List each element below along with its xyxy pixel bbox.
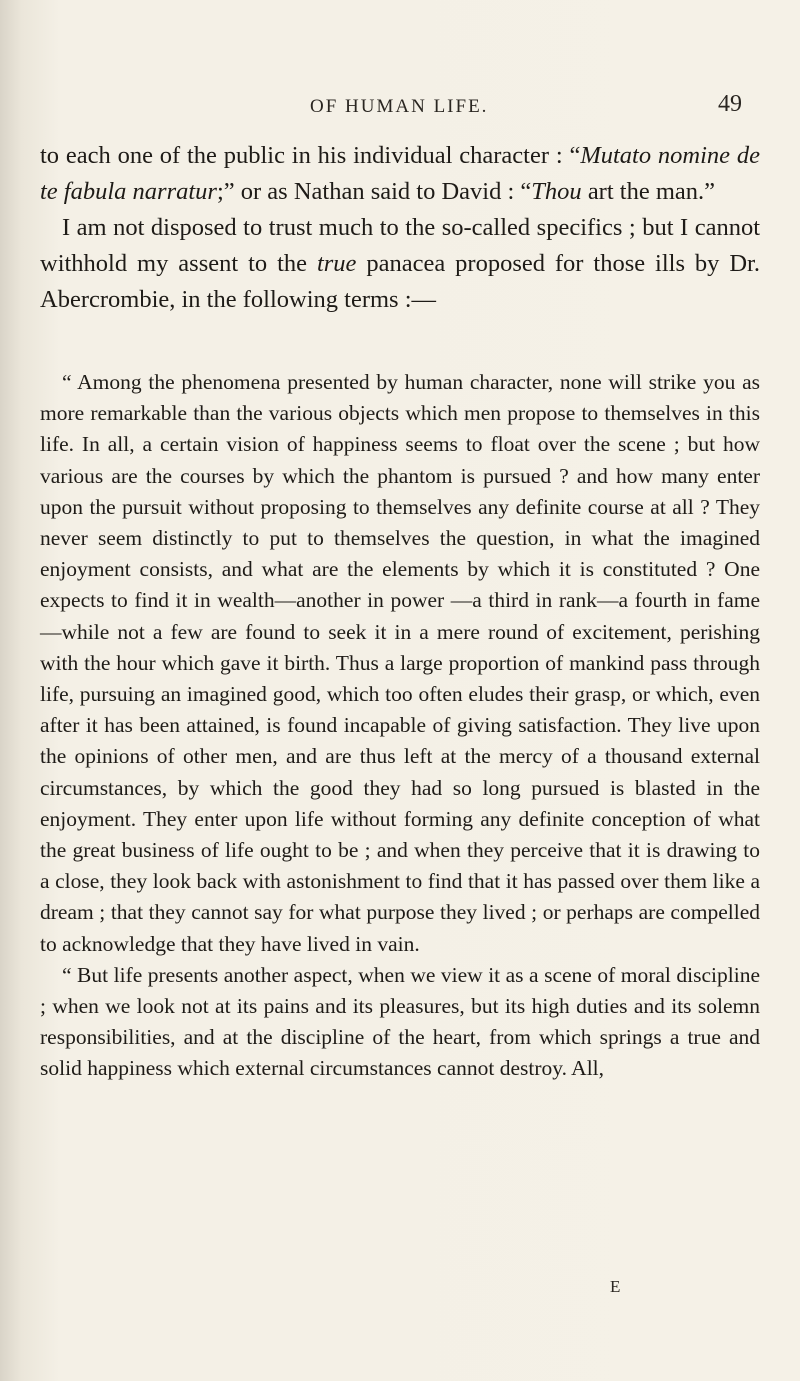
page-number: 49 [718, 91, 742, 117]
latin-quote: Mutato nomine de te fabula narratur [40, 142, 760, 205]
paragraph-1-mid: ;” or as Nathan said to David : “ [216, 178, 532, 205]
body-text [40, 138, 760, 318]
signature-mark: E [610, 1277, 621, 1296]
paragraph-1-start: to each one of the public in his individual character : “ [40, 142, 581, 169]
paragraph-2-start: I am not disposed to trust much to the so-called specifics ; but I cannot withhold my assent to the [40, 214, 760, 277]
paragraph-2 [40, 210, 760, 318]
running-head [0, 91, 800, 126]
paragraph-1 [40, 138, 760, 210]
quote-paragraph-1: “ Among the phenomena presented by human character, none will strike you as more remarkable than the various objects which men propose to themselves in this life. In all, a certain vision of happiness seems to float over the scene ; but how various are the courses by which the phantom is pursued ? and how many enter upon the pursuit without proposing to themselves any definite course at all ? They never seem distinctly to put to themselves the question, in what the imagined enjoyment consists, and what are the elements by which it is constituted ? One expects to find it in wealth—another in power —a third in rank—a fourth in fame—while not a few are found to seek it in a mere round of excitement, perishing with the hour which gave it birth. Thus a large proportion of mankind pass through life, pursuing an imagined good, which too often eludes their grasp, or which, even after it has been attained, is found incapable of giving satisfaction. They live upon the opinions of other men, and are thus left at the mercy of a thousand external circumstances, by which the good they had so long pursued is blasted in the enjoyment. They enter upon life without forming any definite conception of what the great business of life ought to be ; and when they perceive that it is drawing to a close, they look back with astonishment to find that it has passed over them like a dream ; that they cannot say for what purpose they lived ; or perhaps are compelled to acknowledge that they have lived in vain. [40, 370, 760, 956]
thou-word: Thou [531, 178, 582, 205]
quoted-passage [40, 367, 760, 1085]
quote-paragraph-2: “ But life presents another aspect, when we view it as a scene of moral discipline ; when we look not at its pains and its pleasures, but its high duties and its solemn responsibilities, and at the discipline of the heart, from which springs a true and solid happiness which external circumstances cannot destroy. All, [40, 962, 760, 1081]
paragraph-2-end: panacea proposed for those ills by Dr. Abercrombie, in the following terms :— [40, 250, 760, 313]
true-word: true [316, 250, 357, 277]
paragraph-1-end: art the man.” [581, 178, 716, 205]
running-title: OF HUMAN LIFE. [310, 96, 489, 117]
